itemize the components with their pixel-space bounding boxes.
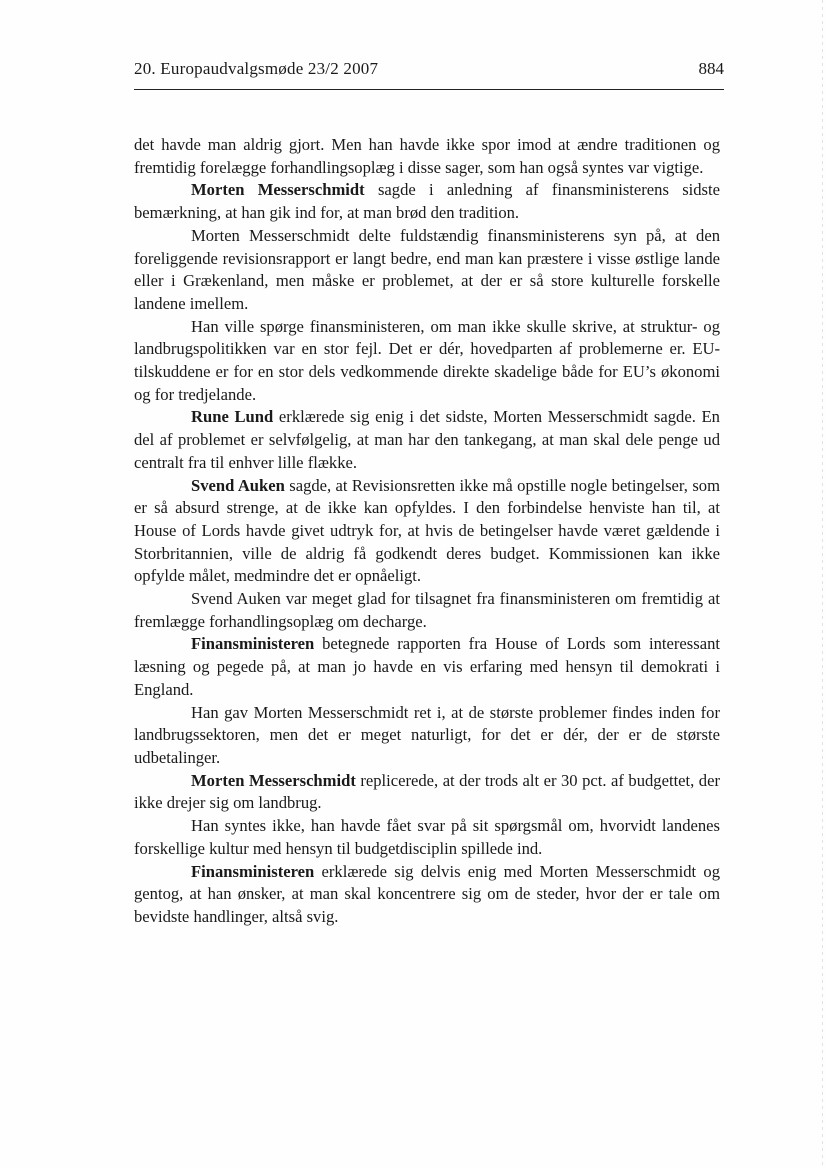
speaker-name: Finansministeren xyxy=(191,861,315,881)
paragraph xyxy=(134,475,720,589)
speaker-name: Morten Messerschmidt xyxy=(191,180,365,200)
paragraph xyxy=(134,406,720,474)
paragraph xyxy=(134,179,720,224)
paragraph-text: sagde i anledning af finansministerens sidste bemærkning, at han gik ind for, at man brød den tradition. xyxy=(134,180,720,223)
paragraph-text: erklærede sig delvis enig med Morten Messerschmidt og gentog, at han ønsker, at man skal koncentrere sig om de steder, hvor der er tale om bevidste handlinger, altså svig. xyxy=(134,861,720,926)
paragraph-text: replicerede, at der trods alt er 30 pct. af budgettet, der ikke drejer sig om landbrug. xyxy=(134,770,720,813)
paragraph-text: Morten Messerschmidt delte fuldstændig finansministerens syn på, at den foreliggende revisionsrapport er langt bedre, end man kan præstere i visse østlige lande eller i Grækenland, men måske er problemet, at der er så store kulturelle forskelle landene imellem. xyxy=(134,225,720,313)
paragraph-text: Svend Auken var meget glad for tilsagnet fra finansministeren om fremtidig at fremlægge forhandlingsoplæg om decharge. xyxy=(134,589,720,631)
paragraph-text: Han syntes ikke, han havde fået svar på sit spørgsmål om, hvorvidt landenes forskellige kultur med hensyn til budgetdisciplin spillede ind. xyxy=(134,816,720,858)
minutes-body xyxy=(134,134,720,929)
paragraph xyxy=(134,815,720,860)
paragraph xyxy=(134,588,720,633)
paragraph xyxy=(134,316,720,407)
paragraph-text: betegnede rapporten fra House of Lords som interessant læsning og pegede på, at man jo havde en vis erfaring med hensyn til demokrati i England. xyxy=(134,634,720,699)
header-title: 20. Europaudvalgsmøde 23/2 2007 xyxy=(134,59,379,78)
paragraph xyxy=(134,225,720,316)
speaker-name: Svend Auken xyxy=(191,475,285,495)
paragraph xyxy=(134,134,720,179)
paragraph-text: erklærede sig enig i det sidste, Morten Messerschmidt sagde. En del af problemet er selvfølgelig, at man har den tankegang, at man skal dele penge ud centralt fra til enhver lille flække. xyxy=(134,407,720,472)
paragraph-text: sagde, at Revisionsretten ikke må opstille nogle betingelser, som er så absurd strenge, at de ikke kan opfyldes. I den forbindelse henviste han til, at House of Lords havde givet udtryk for, at hvis de betingelser havde været gældende i Storbritannien, ville de aldrig få godkendt deres budget. Kommissionen kan ikke opfylde målet, medmindre det er opnåeligt. xyxy=(134,475,720,586)
paragraph-text: Han gav Morten Messerschmidt ret i, at de største problemer findes inden for landbrugssektoren, men det er meget naturligt, for det er dér, der er de største udbetalinger. xyxy=(134,702,720,767)
paragraph xyxy=(134,770,720,815)
speaker-name: Morten Messerschmidt xyxy=(191,770,356,790)
paragraph xyxy=(134,633,720,701)
page-header xyxy=(134,59,724,85)
paragraph-text: Han ville spørge finansministeren, om man ikke skulle skrive, at struktur- og landbrugspolitikken var en stor fejl. Det er dér, hovedparten af problemerne er. EU-tilskuddene er for en stor dels vedkommende direkte skadelige både for EU’s økonomi og for tredjelande. xyxy=(134,316,720,404)
page-number: 884 xyxy=(698,59,724,78)
header-divider xyxy=(134,89,724,90)
speaker-name: Finansministeren xyxy=(191,634,315,654)
paragraph-text: det havde man aldrig gjort. Men han havde ikke spor imod at ændre traditionen og fremtidig forelægge forhandlingsoplæg i disse sager, som han også syntes var vigtige. xyxy=(134,135,720,177)
paragraph xyxy=(134,702,720,770)
paragraph xyxy=(134,861,720,929)
speaker-name: Rune Lund xyxy=(191,407,274,427)
scan-edge xyxy=(822,0,823,1167)
